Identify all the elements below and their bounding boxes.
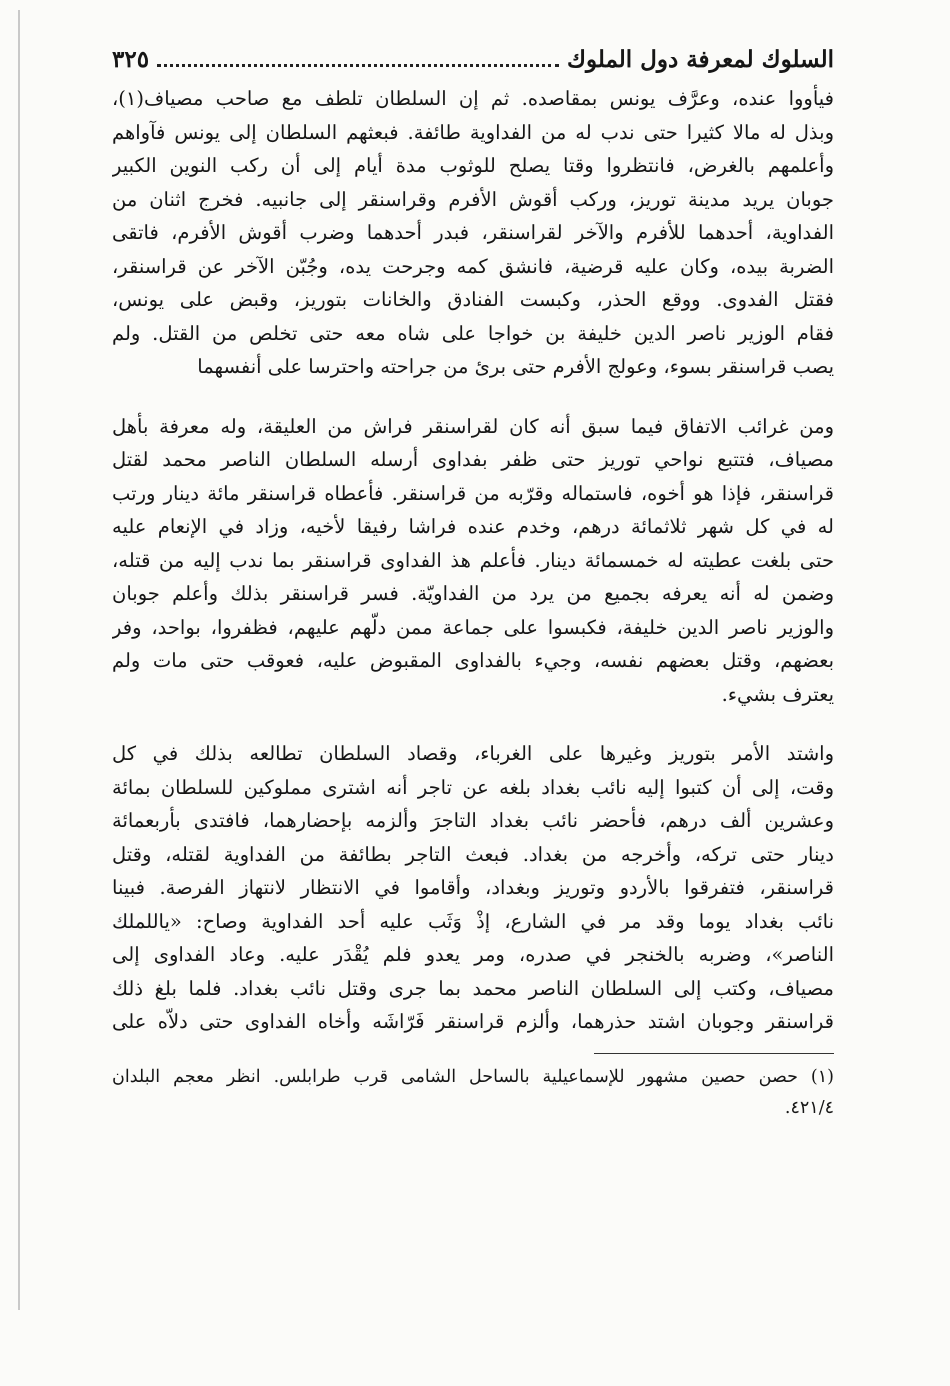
text-line: وأعلمهم بالغرض، فانتظروا وقتا يصلح للوثوب مدة أيام إلى أن ركب النوين الكبير [112,154,834,177]
footnote-line: (١) حصن حصين مشهور للإسماعيلية بالساحل الشامى قرب طرابلس. انظر معجم البلدان [112,1066,834,1087]
text-line: الفداوية، أحدهما للأفرم والآخر لقراسنقر، فبدر أحدهما وضرب أقوش الأفرم، فاتقى [112,221,834,244]
binding-shadow [18,10,20,1310]
paragraph-gap [112,711,834,737]
text-line: نائب بغداد يوما وقد مر في الشارع، إذْ وَثَب عليه أحد الفداوية وصاح: «ياللملك [112,909,834,933]
text-line: واشتد الأمر بتوريز وغيرها على الغرباء، وقصاد السلطان تطالعه بذلك في كل [112,742,834,765]
text-line: والوزير ناصر الدين خليفة، فكبسوا على جماعة ممن دلّهم عليهم، فظفروا، بواحد، وفر [112,615,834,639]
running-header [112,40,834,80]
text-line: فقام الوزير ناصر الدين خليفة بن خواجا على شاه معه حتى تخلص من القتل. ولم [112,321,834,345]
text-line: دينار حتى تركه، وأخرجه من بغداد. فبعث التاجر بطائفة من الفداوية لقتله، وقتل [112,842,834,866]
text-line: مصياف، وكتب إلى السلطان الناصر محمد بما جرى وقتل نائب بغداد. فلما بلغ ذلك [112,976,834,1000]
footnote-line: ٤٢١/٤. [784,1097,834,1118]
text-line: فقتل الفدوى. ووقع الحذر، وكبست الفنادق والخانات بتوريز، وقبض على يونس، [112,288,834,311]
text-line: يعترف بشيء. [721,682,834,706]
text-line: يصب قراسنقر بسوء، وعولج الأفرم حتى برئ من جراحته واحترسا على أنفسهما [197,355,834,378]
text-line: وضمن له أنه يعرفه بجميع من يرد من الفداويّة. فسر قراسنقر بذلك وأعلم جوبان [112,582,834,605]
page-number: ٣٢٥ [112,46,150,73]
text-line: له في كل شهر ثلاثمائة درهم، وخدم عنده فراشا رفيقا لأخيه، وزاد في الإنعام عليه [112,515,834,538]
paragraph-3 [112,737,834,1039]
text-line: وعشرين ألف درهم، فأحضر نائب بغداد التاجرَ وألزمه بإحضارهما، فافتدى بأربعمائة [112,809,834,832]
text-line: جوبان يريد مدينة توريز، وركب أقوش الأفرم وقراسنقر إلى جانبيه. فخرج اثنان من [112,187,834,211]
text-line: مصياف، فتتبع نواحي توريز حتى ظفر بفداوى أرسله السلطان الناصر محمد لقتل [112,448,834,471]
text-line: بعضهم، وقتل بعضهم نفسه، وجيء بالفداوى المقبوض عليه، فعوقب حتى مات ولم [112,649,834,672]
text-line: الناصر»، وضربه بالخنجر في صدره، ومر يعدو فلم يُقْدَر عليه. وعاد الفداوى إلى [112,943,834,966]
text-line: ومن غرائب الاتفاق فيما سبق أنه كان لقراسنقر فراش من العليقة، وله معرفة بأهل [112,414,834,438]
text-line: الضربة بيده، وكان عليه قرضية، فانشق كمه وجرحت يده، وجُبّن الآخر عن قراسنقر، [112,254,834,278]
paragraph-gap [112,384,834,410]
running-title: السلوك لمعرفة دول الملوك [566,46,834,73]
text-line: قراسنقر، فتفرقوا بالأردو وتوريز وبغداد، وأقاموا في الانتظار لانتهاز الفرصة. فبينا [112,876,834,899]
text-line: فيأووا عنده، وعرَّف يونس بمقاصده. ثم إن السلطان تلطف مع صاحب مصياف(١)، [112,87,834,110]
paragraph-1 [112,82,834,384]
text-line: وقت، إلى أن كتبوا إليه نائب بغداد بلغه عن تاجر أنه اشترى مملوكين للسلطان بمائة [112,775,834,799]
leader-dots [157,64,559,67]
text-line: حتى بلغت عطيته له خمسمائة دينار. فأعلم هذ الفداوى قراسنقر بما ندب إليه من قتله، [112,548,834,572]
text-line: وبذل له مالا كثيرا حتى ندب له من الفداوية طائفة. فبعثهم السلطان إلى يونس فآواهم [112,120,834,144]
footnote [112,1062,834,1124]
text-line: قراسنقر وجوبان اشتد حذرهما، وألزم قراسنقر فَرّاشَه وأخاه الفداوى حتى دلاّه على [112,1010,834,1033]
text-line: قراسنقر، فإذا هو أخوه، فاستماله وقرّبه من قراسنقر. فأعطاه قراسنقر مائة دينار ورتب [112,481,834,505]
book-page [112,40,834,1124]
footnote-rule [594,1053,834,1054]
paragraph-2 [112,410,834,712]
